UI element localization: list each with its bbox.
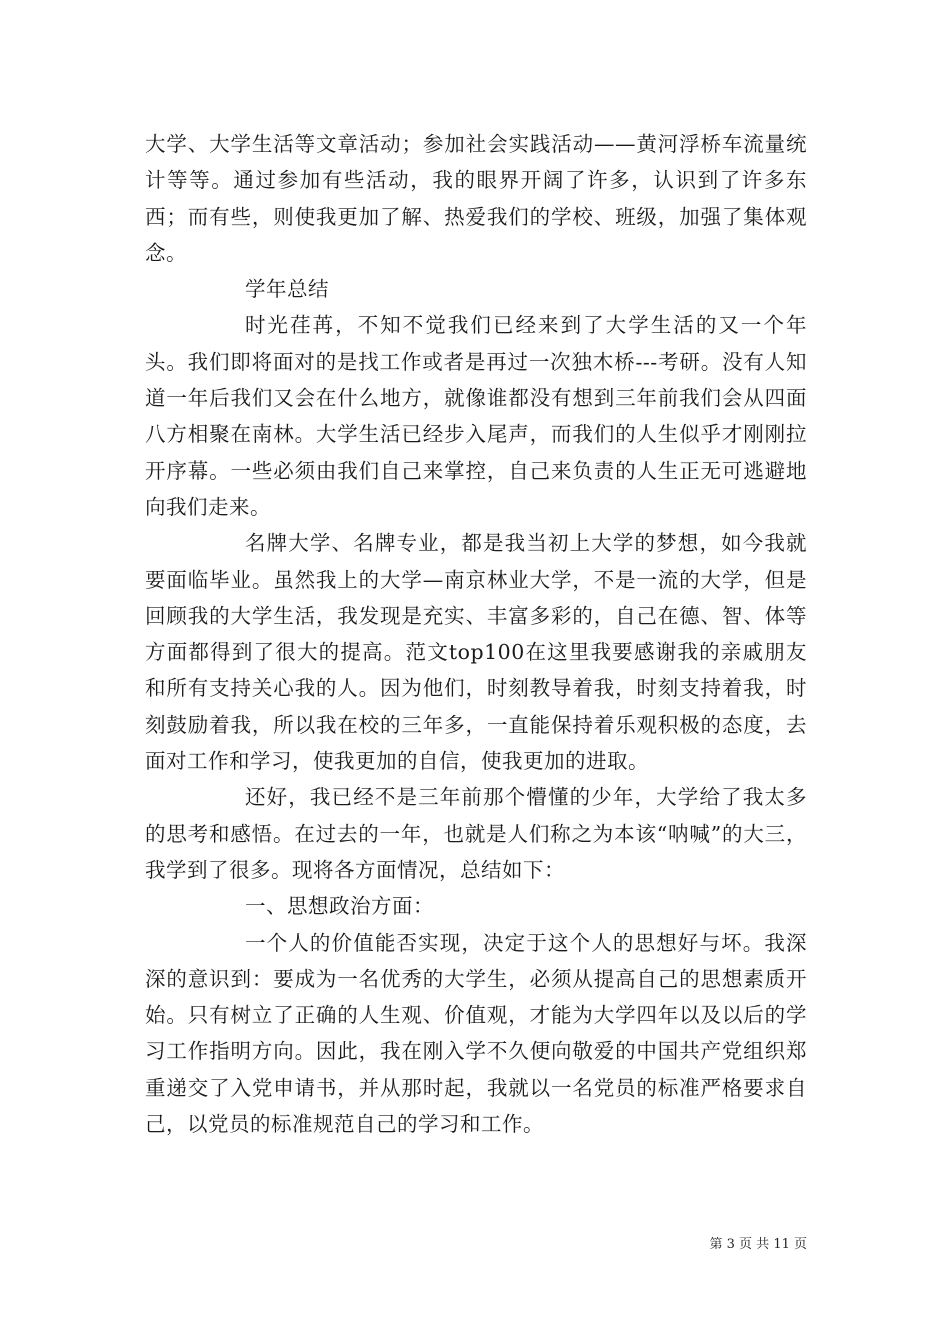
paragraph-university: 名牌大学、名牌专业，都是我当初上大学的梦想，如今我就要面临毕业。虽然我上的大学—南京林业大学，不是一流的大学，但是回顾我的大学生活，我发现是充实、丰富多彩的，自己在德、智、体等方面都得到了很大的提高。范文top100在这里我要感谢我的亲戚朋友和所有支持关心我的人。因为他们，时刻教导着我，时刻支持着我，时刻鼓励着我，所以我在校的三年多，一直能保持着乐观积极的态度，去面对工作和学习，使我更加的自信，使我更加的进取。 <box>145 531 807 774</box>
page-number: 第 3 页 共 11 页 <box>709 1237 807 1252</box>
paragraph-intro: 时光荏苒，不知不觉我们已经来到了大学生活的又一个年头。我们即将面对的是找工作或者是再过一次独木桥---考研。没有人知道一年后我们又会在什么地方，就像谁都没有想到三年前我们会从四面八方相聚在南林。大学生活已经步入尾声，而我们的人生似乎才刚刚拉开序幕。一些必须由我们自己来掌控，自己来负责的人生正无可逃避地向我们走来。 <box>145 313 807 519</box>
subsection-heading: 一、思想政治方面： <box>245 894 434 919</box>
section-heading: 学年总结 <box>245 277 329 302</box>
document-body <box>145 126 807 1142</box>
paragraph-politics: 一个人的价值能否实现，决定于这个人的思想好与坏。我深深的意识到：要成为一名优秀的大学生，必须从提高自己的思想素质开始。只有树立了正确的人生观、价值观，才能为大学四年以及以后的学习工作指明方向。因此，我在刚入学不久便向敬爱的中国共产党组织郑重递交了入党申请书，并从那时起，我就以一名党员的标准严格要求自己，以党员的标准规范自己的学习和工作。 <box>145 930 807 1137</box>
paragraph-reflection: 还好，我已经不是三年前那个懵懂的少年，大学给了我太多的思考和感悟。在过去的一年，也就是人们称之为本该“呐喊”的大三，我学到了很多。现将各方面情况，总结如下： <box>145 785 807 882</box>
paragraph-continuation: 大学、大学生活等文章活动；参加社会实践活动——黄河浮桥车流量统计等等。通过参加有些活动，我的眼界开阔了许多，认识到了许多东西；而有些，则使我更加了解、热爱我们的学校、班级，加强了集体观念。 <box>145 132 807 265</box>
